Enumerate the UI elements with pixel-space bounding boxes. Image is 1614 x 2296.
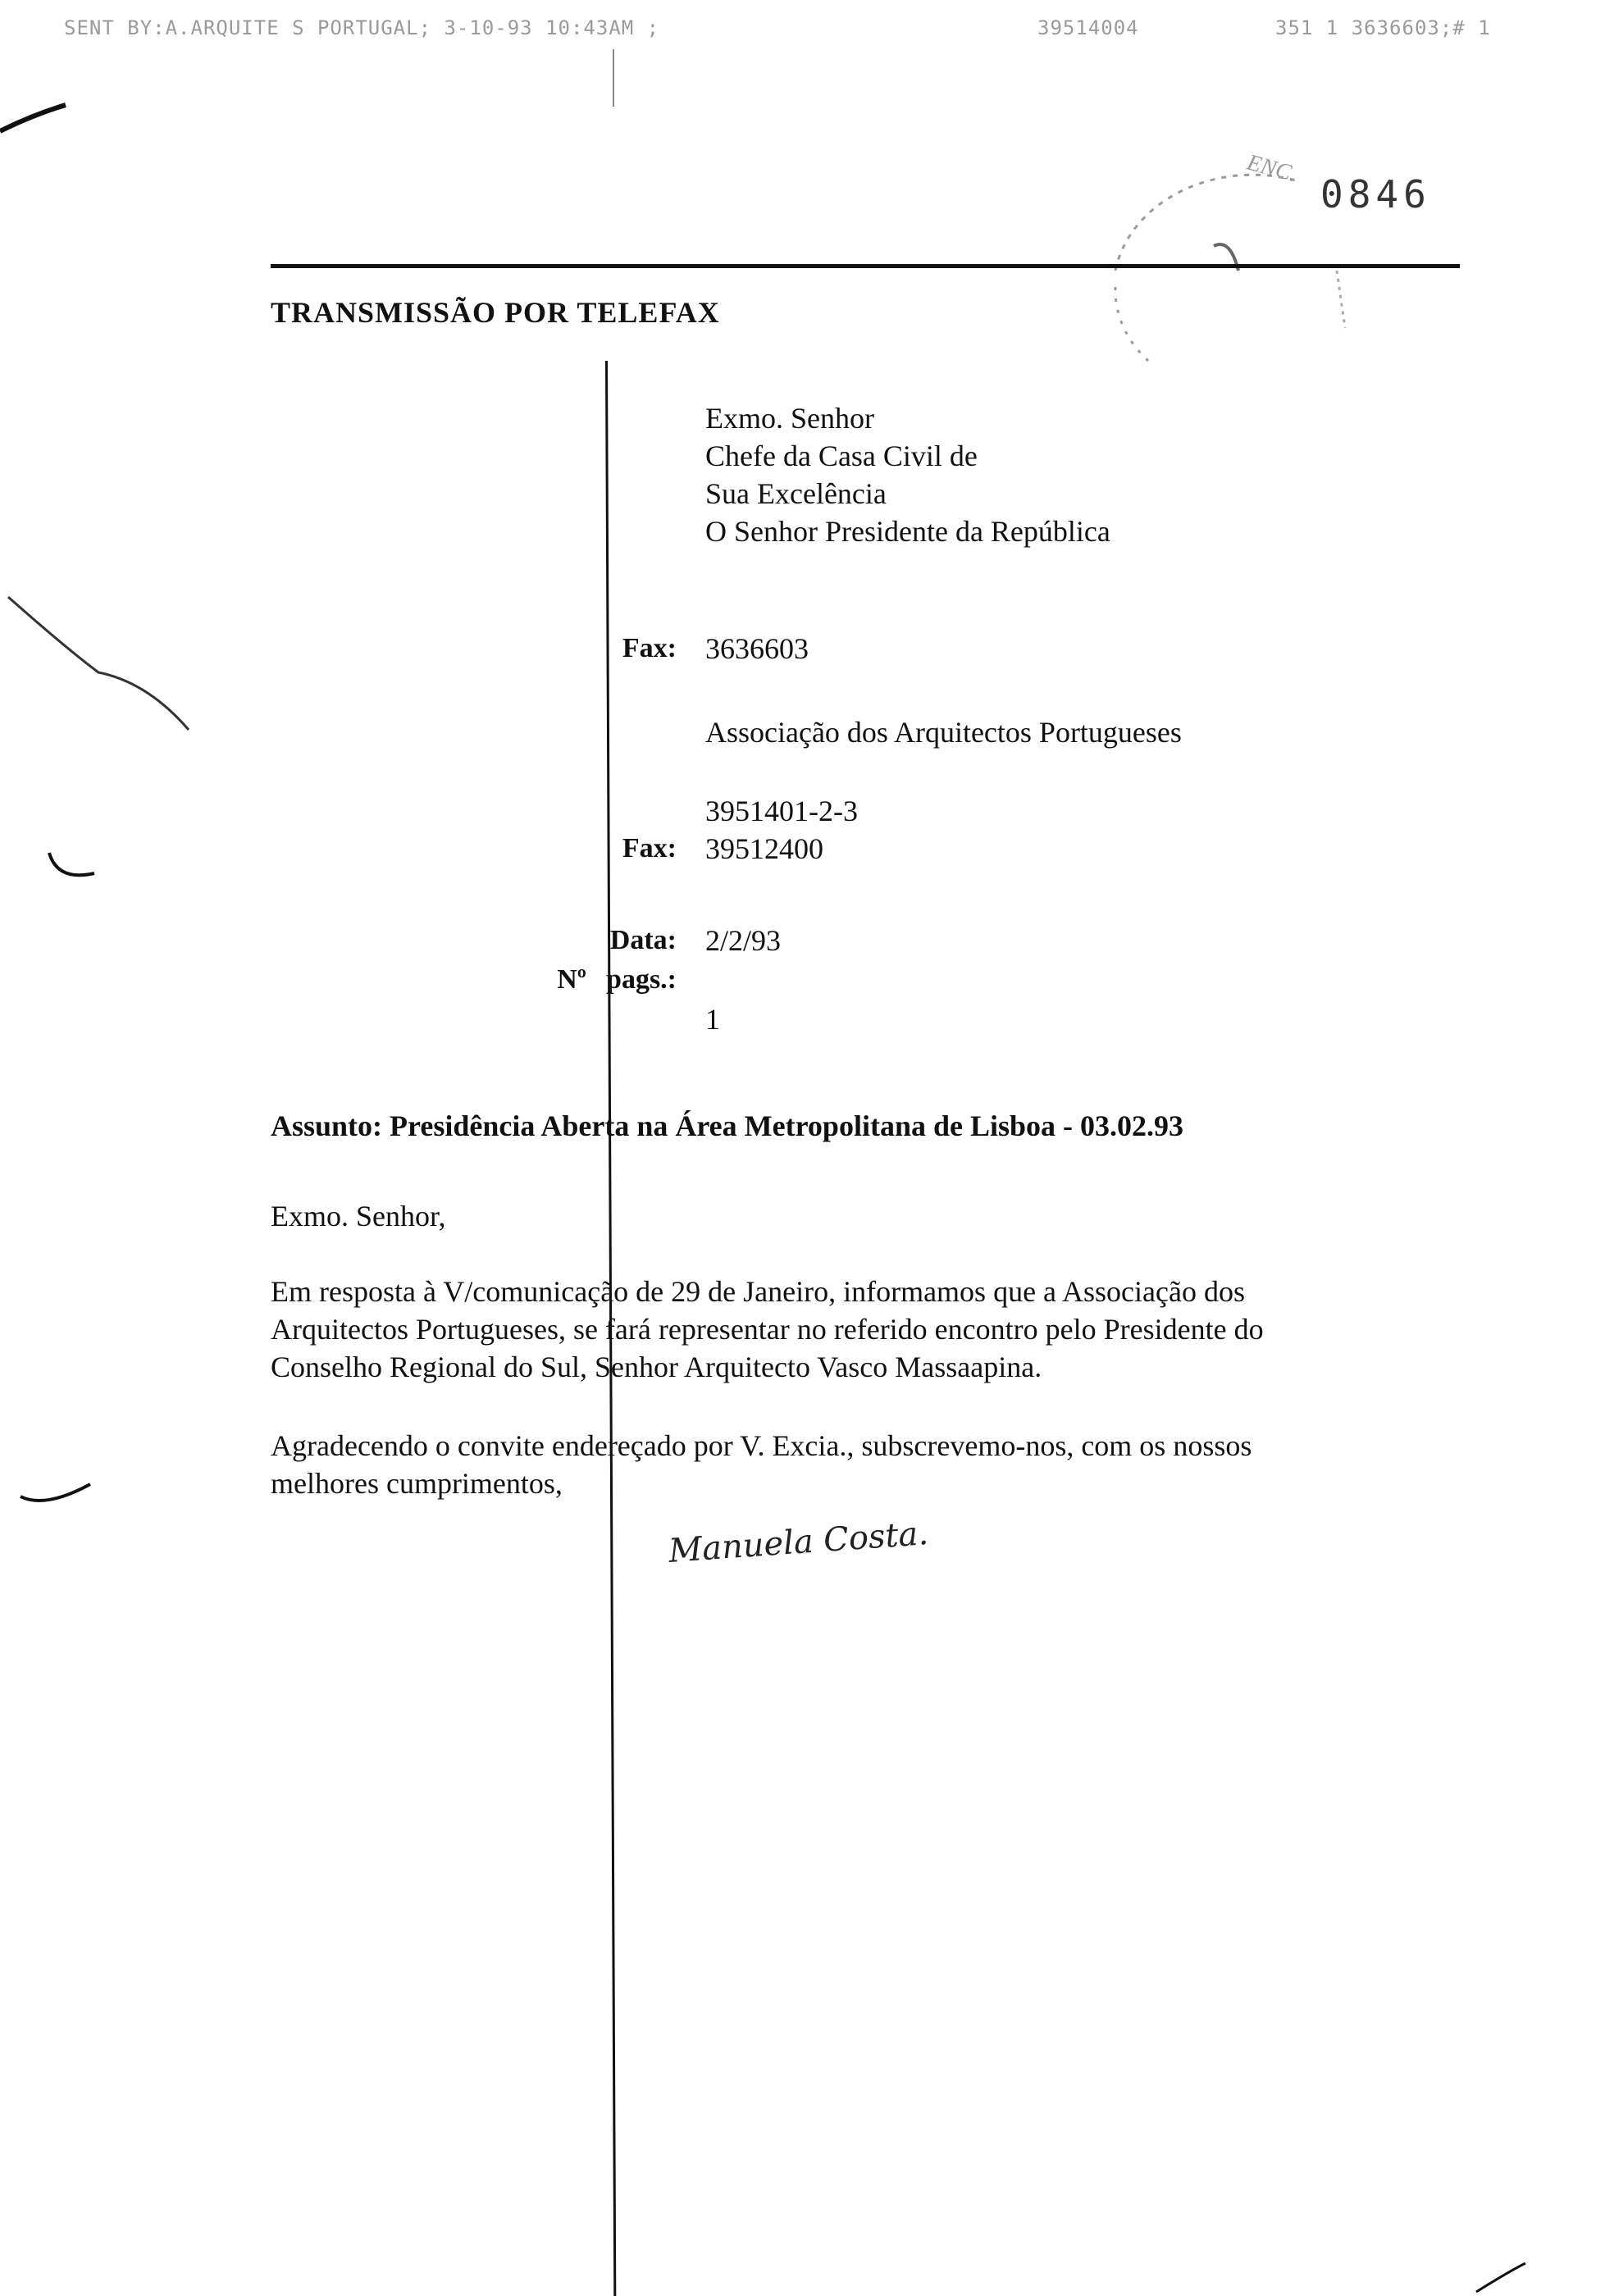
recipient-line: Exmo. Senhor	[705, 402, 874, 435]
body-line: Conselho Regional do Sul, Senhor Arquitecto Vasco Massaapina.	[271, 1351, 1042, 1383]
registry-stamp-arc: ENC.	[1244, 149, 1300, 188]
registry-stamp-number: 0846	[1320, 172, 1431, 216]
fax-header-recipient: 351 1 3636603;# 1	[1275, 16, 1491, 39]
body-paragraph-1	[271, 1273, 1264, 1386]
subject-line: Assunto: Presidência Aberta na Área Metropolitana de Lisboa - 03.02.93	[271, 1109, 1183, 1142]
date-value: 2/2/93	[705, 924, 782, 957]
recipient-address	[705, 399, 1110, 550]
recipient-fax-label: Fax:	[622, 633, 677, 663]
body-line: Arquitectos Portugueses, se fará representar no referido encontro pelo Presidente do	[271, 1313, 1264, 1346]
body-line: Em resposta à V/comunicação de 29 de Janeiro, informamos que a Associação dos	[271, 1275, 1245, 1308]
pages-label: pags.:	[606, 964, 677, 995]
body-line: melhores cumprimentos,	[271, 1467, 563, 1500]
title-rule	[271, 264, 1460, 268]
fax-header-sender: SENT BY:A.ARQUITE S PORTUGAL; 3-10-93 10:43AM ;	[64, 16, 660, 39]
date-label: Data:	[609, 925, 677, 955]
recipient-line: Sua Excelência	[705, 477, 887, 510]
body-line: Agradecendo o convite endereçado por V. Excia., subscrevemo-nos, com os nossos	[271, 1429, 1252, 1462]
sender-name: Associação dos Arquitectos Portugueses	[705, 716, 1182, 749]
salutation: Exmo. Senhor,	[271, 1200, 446, 1232]
fax-header-sender-fax: 39514004	[1037, 16, 1139, 39]
signature: Manuela Costa.	[667, 1514, 930, 1571]
recipient-line: Chefe da Casa Civil de	[705, 440, 978, 472]
pages-value: 1	[705, 1003, 720, 1036]
recipient-line: O Senhor Presidente da República	[705, 515, 1110, 548]
document-title: TRANSMISSÃO POR TELEFAX	[271, 296, 720, 329]
recipient-fax-value: 3636603	[705, 632, 809, 665]
sender-phone: 3951401-2-3	[705, 795, 858, 827]
pages-prefix: Nº	[557, 964, 586, 995]
sender-fax-value: 39512400	[705, 832, 823, 865]
sender-fax-label: Fax:	[622, 833, 677, 863]
body-paragraph-2	[271, 1427, 1252, 1502]
